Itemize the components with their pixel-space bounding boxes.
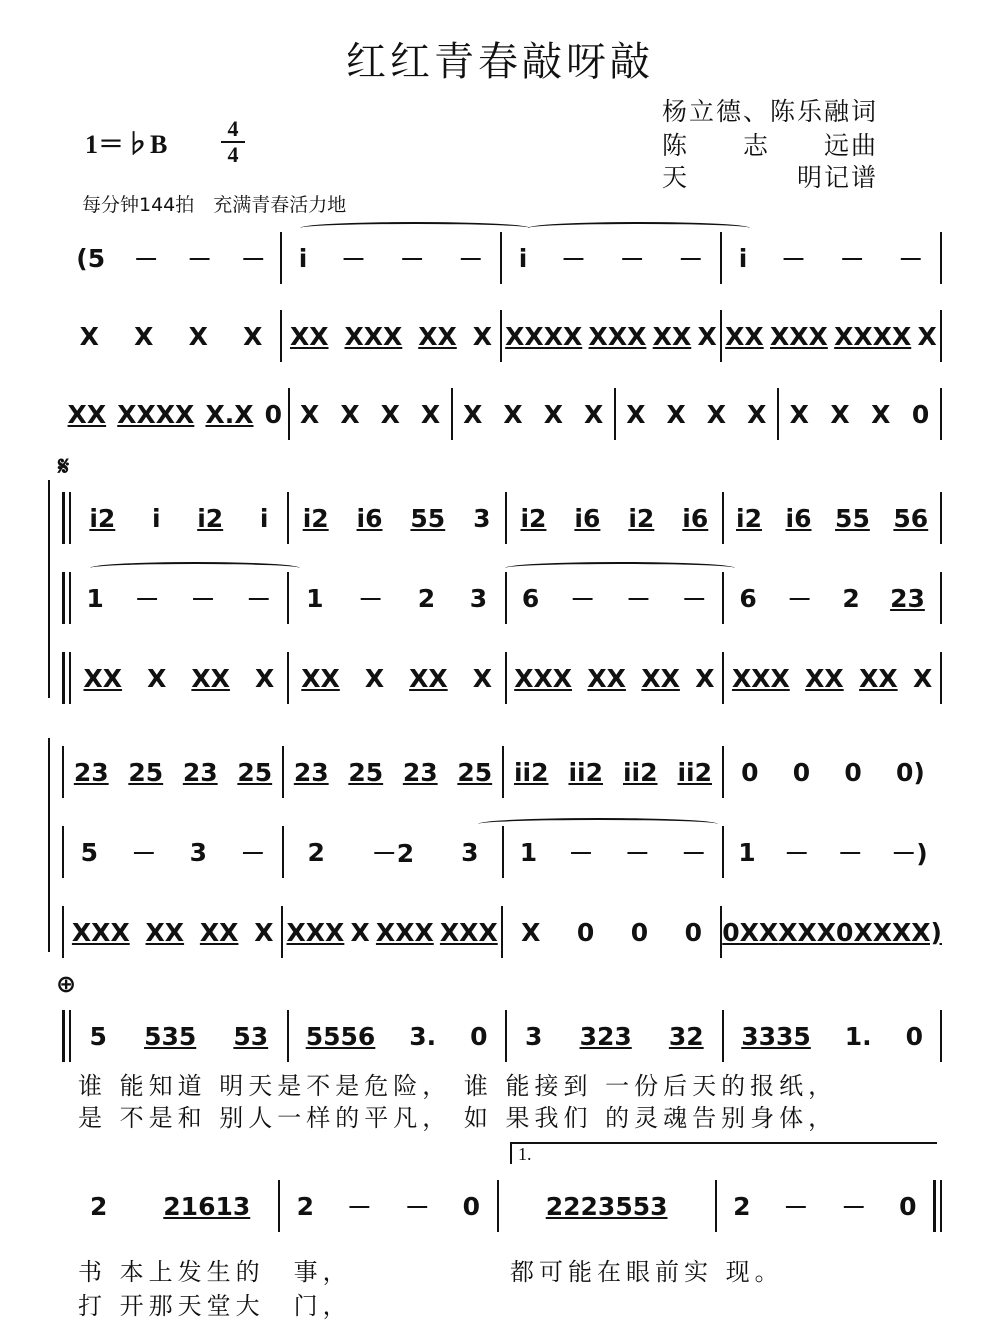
note-group: i2 <box>628 503 655 533</box>
measure <box>282 240 500 276</box>
note-group: XXX <box>286 917 345 947</box>
note-group: 2 <box>89 1191 108 1221</box>
note-group: 0 <box>911 399 930 429</box>
note-group: XX <box>859 663 898 693</box>
note-group: － <box>784 839 810 868</box>
note-group: 23 <box>402 757 438 787</box>
note-group: 323 <box>579 1021 632 1051</box>
note-group: 5 <box>89 1021 107 1051</box>
note-group: X <box>300 399 320 429</box>
coda-sign: ⊕ <box>56 970 77 998</box>
lyric-line-3b: 都可能在眼前实 现。 <box>510 1258 784 1286</box>
note-group: XX <box>301 663 340 693</box>
note-group: 0 <box>741 757 759 787</box>
note-group: 55 <box>835 503 870 533</box>
note-group: X <box>147 663 167 693</box>
note-group: X <box>626 399 646 429</box>
note-group: XXX <box>514 663 573 693</box>
note-group: XX <box>652 321 692 351</box>
note-group: 1. <box>844 1021 872 1051</box>
lyric-line-1: 谁 能知道 明天是不是危险， 谁 能接到 一份后天的报纸， <box>78 1072 838 1100</box>
note-group: X <box>243 321 263 351</box>
note-group: X <box>830 399 850 429</box>
note-group: － <box>787 585 813 614</box>
note-group: XX <box>191 663 230 693</box>
note-group: i <box>259 503 269 533</box>
note-group: X <box>543 399 563 429</box>
note-group: i2 <box>736 503 762 533</box>
note-group: X <box>521 917 541 947</box>
note-group: 0 <box>792 757 811 787</box>
intro-percussion-row-2 <box>62 388 942 440</box>
note-group: － <box>624 839 650 868</box>
note-group: 25 <box>457 757 493 787</box>
note-group: i6 <box>356 503 383 533</box>
note-group: X <box>364 663 385 693</box>
note-group: XX <box>289 321 329 351</box>
note-group: － <box>246 585 272 614</box>
note-group: XXX <box>588 321 647 351</box>
note-group: (5 <box>76 243 106 273</box>
note-group: － <box>560 245 586 274</box>
lyric-line-3a: 书 本上发生的 事， <box>78 1258 352 1286</box>
note-group: 535 <box>144 1021 197 1051</box>
note-group: － <box>681 585 707 614</box>
note-group: XXX <box>439 917 498 947</box>
note-group: X <box>79 321 99 351</box>
note-group: 1 <box>738 837 756 867</box>
note-group: XX <box>587 663 626 693</box>
note-group: 1 <box>519 837 538 867</box>
note-group: － <box>458 245 484 274</box>
note-group: － <box>839 245 865 274</box>
note-group: － <box>841 1193 867 1222</box>
note-group: XX <box>418 321 457 351</box>
note-group: X <box>254 917 274 947</box>
note-group: 2 <box>842 583 860 613</box>
note-group: － <box>340 245 366 274</box>
tempo-marking: 每分钟144拍 充满青春活力地 <box>82 194 347 216</box>
note-group: X <box>503 399 523 429</box>
note-group: － <box>570 585 596 614</box>
note-group: － <box>837 839 863 868</box>
lyric-line-4: 打 开那天堂大 门， <box>78 1292 352 1320</box>
segno-sign: 𝄋 <box>58 452 70 482</box>
note-group: 2 <box>296 1191 315 1221</box>
note-group: ii2 <box>568 757 604 787</box>
time-bottom: 4 <box>227 142 239 167</box>
note-group: XXX <box>770 321 828 351</box>
note-group: － <box>783 1193 809 1222</box>
note-group: 0 <box>576 917 595 947</box>
note-group: － <box>346 1193 372 1222</box>
system2-percussion-row <box>62 652 942 704</box>
note-group: 0 <box>470 1021 488 1051</box>
note-group: 56 <box>893 503 929 533</box>
note-group: 0 <box>844 757 862 787</box>
note-group: 55 <box>410 503 446 533</box>
note-group: 0 <box>899 1191 917 1221</box>
note-group: － <box>190 585 216 614</box>
note-group: X <box>666 399 686 429</box>
note-group: i6 <box>682 503 709 533</box>
note-group: 0 <box>462 1191 481 1221</box>
measure <box>502 240 720 276</box>
note-group: 3. <box>409 1021 437 1051</box>
verse-melody-row <box>62 1010 942 1062</box>
note-group: i2 <box>89 503 116 533</box>
note-group: 3 <box>525 1021 543 1051</box>
note-group: XXXX <box>117 399 195 429</box>
time-signature <box>218 118 248 166</box>
note-group: X <box>583 399 604 429</box>
note-group: X <box>463 399 483 429</box>
note-group: X <box>254 663 275 693</box>
note-group: 2223553 <box>545 1191 668 1221</box>
note-group: ii2 <box>622 757 658 787</box>
note-group: XX <box>641 663 680 693</box>
note-group: － <box>678 245 704 274</box>
note-group: i2 <box>520 503 547 533</box>
note-group: X <box>697 321 717 351</box>
volta-label: 1. <box>518 1144 532 1164</box>
note-group: － <box>399 245 425 274</box>
system3-bass-row <box>62 826 942 878</box>
note-group: ii2 <box>677 757 713 787</box>
measure <box>722 240 940 276</box>
note-group: 5556 <box>305 1021 376 1051</box>
note-group: XX <box>725 321 764 351</box>
note-group: 5 <box>80 837 99 867</box>
note-group: 0XX <box>722 917 779 947</box>
note-group: X <box>913 663 933 693</box>
note-group: X <box>350 917 370 947</box>
note-group: X <box>871 399 891 429</box>
note-group: － <box>187 245 213 274</box>
note-group: 3 <box>189 837 208 867</box>
note-group: i2 <box>197 503 224 533</box>
note-group: － <box>404 1193 430 1222</box>
note-group: i2 <box>302 503 329 533</box>
note-group: XX) <box>892 917 942 947</box>
note-group: 23 <box>73 757 109 787</box>
note-group: 6 <box>739 583 757 613</box>
note-group: XX <box>199 917 239 947</box>
note-group: 0 <box>684 917 702 947</box>
note-group: － <box>625 585 651 614</box>
note-group: 0 <box>264 399 282 429</box>
note-group: X <box>420 399 441 429</box>
note-group: i6 <box>574 503 601 533</box>
note-group: 0 <box>905 1021 923 1051</box>
note-group: － <box>568 839 594 868</box>
note-group: XX <box>805 663 844 693</box>
note-group: XXXX <box>505 321 583 351</box>
intro-melody-row <box>62 232 942 284</box>
note-group: X <box>917 321 937 351</box>
intro-percussion-row-1 <box>62 310 942 362</box>
note-group: XXX <box>344 321 403 351</box>
note-group: X <box>134 321 154 351</box>
note-group: 3 <box>469 583 488 613</box>
note-group: X <box>747 399 767 429</box>
lyricist-credit: 杨立德、陈乐融词 <box>662 97 879 126</box>
note-group: X <box>789 399 809 429</box>
note-group: － <box>240 839 266 868</box>
note-group: 6 <box>521 583 540 613</box>
verse-ending-row <box>62 1180 942 1232</box>
note-group: － <box>619 245 645 274</box>
note-group: XXX <box>731 663 790 693</box>
note-group: X <box>188 321 208 351</box>
note-group: 53 <box>233 1021 269 1051</box>
lyric-line-2: 是 不是和 别人一样的平凡， 如 果我们 的灵魂告别身体， <box>78 1104 838 1132</box>
note-group: X <box>472 663 492 693</box>
note-group: i <box>298 243 308 273</box>
measure <box>62 240 280 276</box>
note-group: 0XX <box>836 917 892 947</box>
note-group: － <box>240 245 266 274</box>
time-top: 4 <box>227 116 239 141</box>
note-group: i <box>738 243 748 273</box>
note-group: 23 <box>182 757 218 787</box>
note-group: 1 <box>306 583 324 613</box>
note-group: X <box>695 663 715 693</box>
note-group: XX <box>409 663 448 693</box>
composer-credit: 陈 志 远曲 <box>662 131 879 160</box>
note-group: 3335 <box>741 1021 811 1051</box>
system2-melody-row <box>62 492 942 544</box>
note-group: 2 <box>417 583 436 613</box>
note-group: XXXX <box>834 321 912 351</box>
note-group: X <box>706 399 727 429</box>
note-group: 23 <box>890 583 925 613</box>
note-group: X <box>472 321 493 351</box>
system3-percussion-row <box>62 906 942 958</box>
note-group: 25 <box>128 757 164 787</box>
note-group: i <box>151 503 161 533</box>
note-group: 21613 <box>163 1191 251 1221</box>
system2-bass-row <box>62 572 942 624</box>
transcriber-credit: 天 明记谱 <box>662 163 879 192</box>
note-group: X <box>340 399 360 429</box>
note-group: ii2 <box>513 757 549 787</box>
note-group: 23 <box>293 757 329 787</box>
note-group: － <box>133 245 159 274</box>
note-group: 0 <box>630 917 649 947</box>
note-group: － <box>131 839 157 868</box>
note-group: XXX <box>778 917 837 947</box>
note-group: － <box>780 245 806 274</box>
note-group: XX <box>67 399 107 429</box>
note-group: 25 <box>348 757 384 787</box>
note-group: － <box>134 585 160 614</box>
note-group: － <box>681 839 707 868</box>
note-group: X <box>380 399 400 429</box>
note-group: 25 <box>237 757 273 787</box>
system3-melody-row <box>62 746 942 798</box>
note-group: 1 <box>86 583 104 613</box>
note-group: XXX <box>375 917 434 947</box>
note-group: －) <box>891 839 928 868</box>
song-title: 红红青春敲呀敲 <box>346 39 654 85</box>
note-group: 3 <box>473 503 491 533</box>
note-group: X.X <box>205 399 254 429</box>
note-group: XX <box>145 917 185 947</box>
key-signature: 1＝♭B <box>85 130 168 159</box>
note-group: 3 <box>461 837 479 867</box>
note-group: － <box>898 245 924 274</box>
note-group: －2 <box>371 839 415 868</box>
note-group: XXX <box>71 917 130 947</box>
note-group: 32 <box>668 1021 704 1051</box>
note-group: 0) <box>896 757 925 787</box>
note-group: 2 <box>733 1191 751 1221</box>
note-group: 2 <box>307 837 325 867</box>
note-group: XX <box>83 663 123 693</box>
note-group: － <box>358 585 384 614</box>
note-group: i6 <box>785 503 812 533</box>
note-group: i <box>518 243 528 273</box>
